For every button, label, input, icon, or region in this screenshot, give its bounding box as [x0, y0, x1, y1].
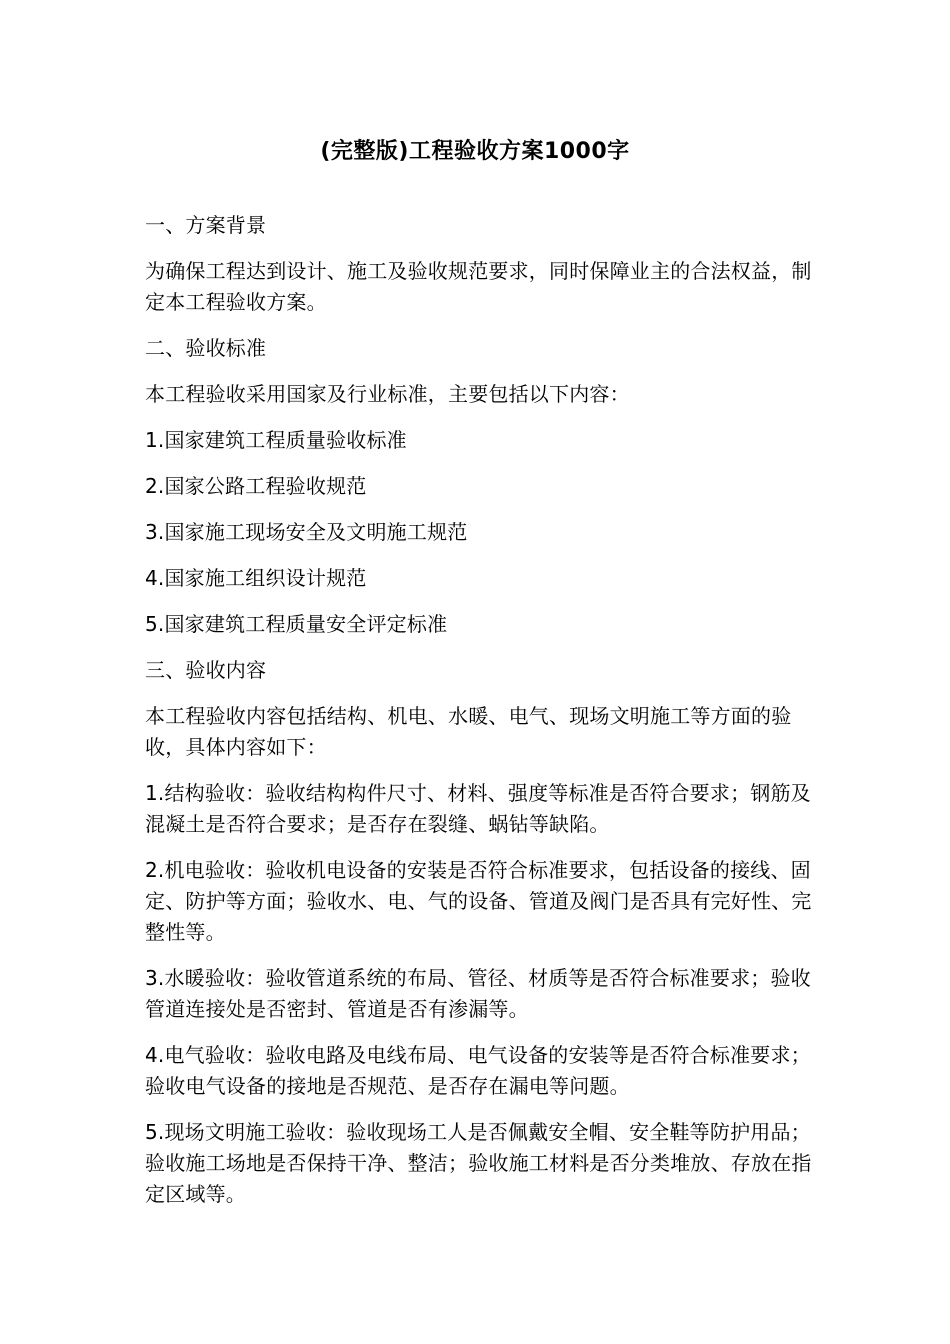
paragraph-standards-intro: 本工程验收采用国家及行业标准，主要包括以下内容：	[145, 382, 630, 406]
standard-item-2: 2.国家公路工程验收规范	[145, 474, 367, 498]
paragraph-content-intro: 本工程验收内容包括结构、机电、水暖、电气、现场文明施工等方面的验收，具体内容如下：	[145, 704, 792, 759]
content-item-site-civility: 5.现场文明施工验收：验收现场工人是否佩戴安全帽、安全鞋等防护用品；验收施工场地是否保持干净、整洁；验收施工材料是否分类堆放、存放在指定区域等。	[145, 1120, 812, 1206]
standard-item-5: 5.国家建筑工程质量安全评定标准	[145, 612, 448, 636]
content-item-mechanical-electrical: 2.机电验收：验收机电设备的安装是否符合标准要求，包括设备的接线、固定、防护等方面；验收水、电、气的设备、管道及阀门是否具有完好性、完整性等。	[145, 858, 812, 944]
content-item-plumbing-heating: 3.水暖验收：验收管道系统的布局、管径、材质等是否符合标准要求；验收管道连接处是否密封、管道是否有渗漏等。	[145, 966, 811, 1021]
section-heading-content: 三、验收内容	[145, 658, 267, 682]
standard-item-1: 1.国家建筑工程质量验收标准	[145, 428, 407, 452]
document-title: (完整版)工程验收方案1000字	[320, 139, 630, 164]
standard-item-4: 4.国家施工组织设计规范	[145, 566, 367, 590]
content-item-structure: 1.结构验收：验收结构构件尺寸、材料、强度等标准是否符合要求；钢筋及混凝土是否符合要求；是否存在裂缝、蜗钻等缺陷。	[145, 781, 811, 836]
document-body	[145, 210, 813, 1225]
paragraph-background: 为确保工程达到设计、施工及验收规范要求，同时保障业主的合法权益，制定本工程验收方案。	[145, 259, 812, 314]
content-item-electrical: 4.电气验收：验收电路及电线布局、电气设备的安装等是否符合标准要求；验收电气设备的接地是否规范、是否存在漏电等问题。	[145, 1043, 811, 1098]
section-heading-background: 一、方案背景	[145, 213, 267, 237]
standard-item-3: 3.国家施工现场安全及文明施工规范	[145, 520, 468, 544]
section-heading-standards: 二、验收标准	[145, 336, 267, 360]
